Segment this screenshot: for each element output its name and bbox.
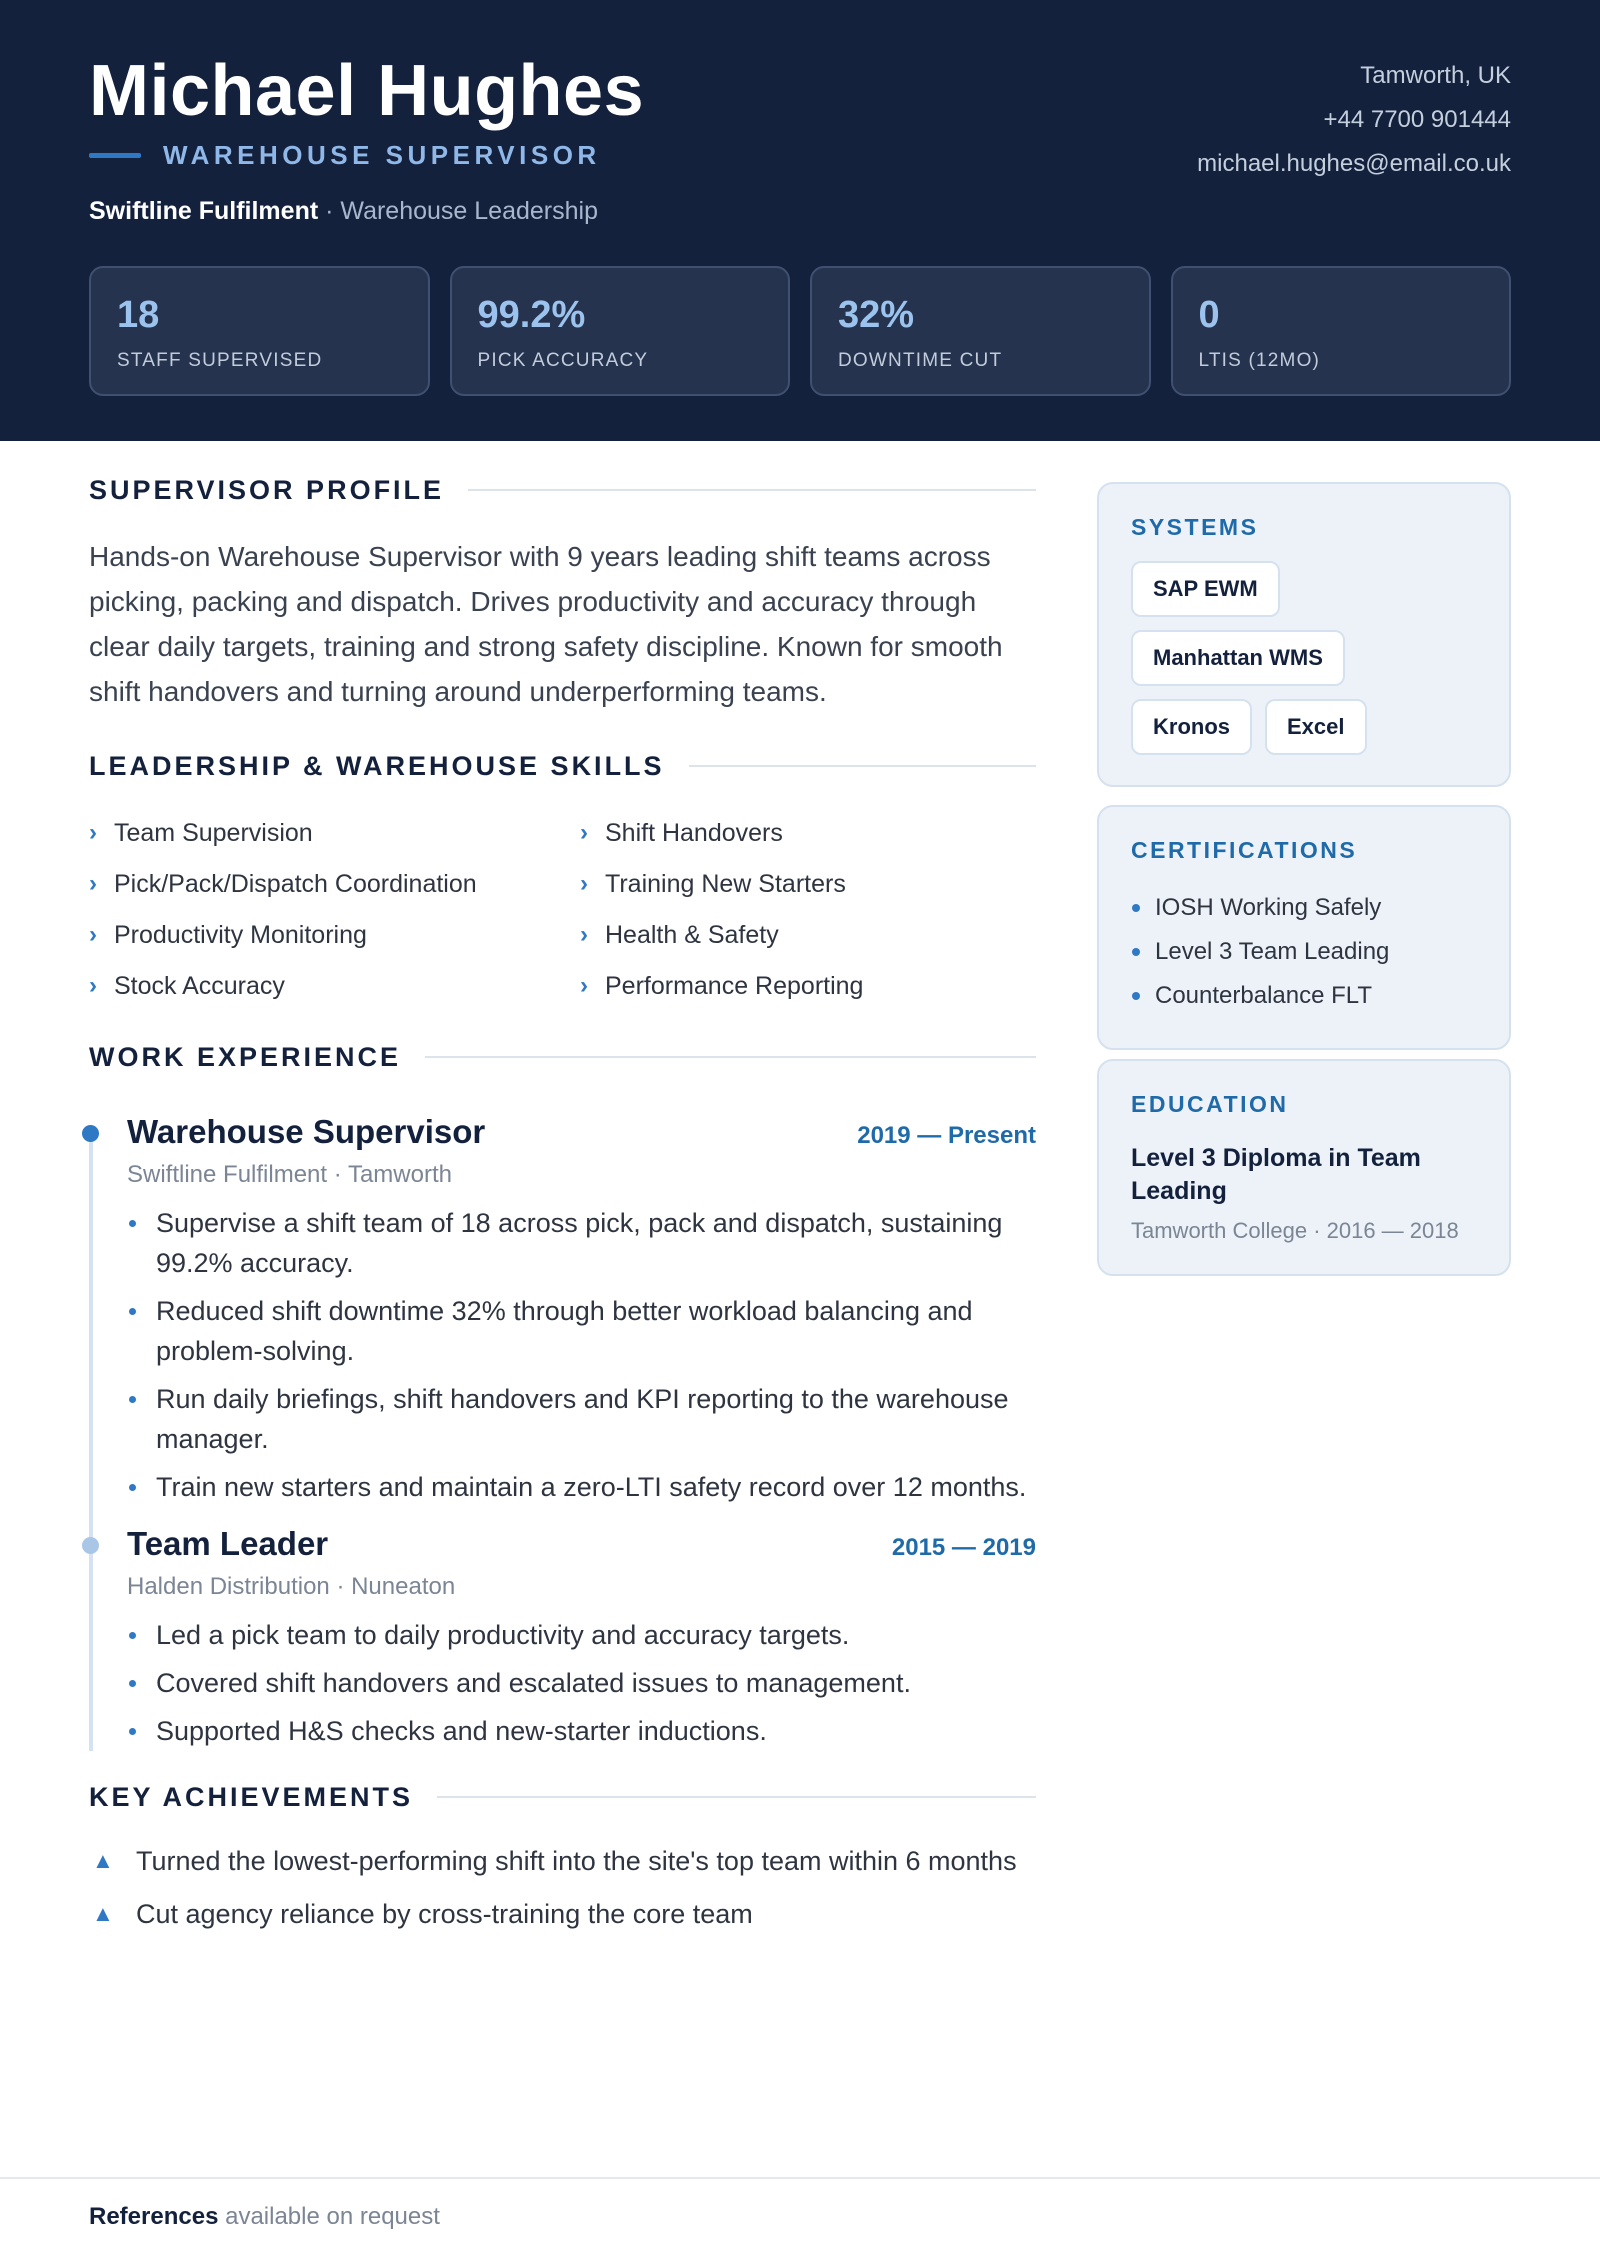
skill-item [580, 967, 1036, 1005]
job-bullet: Covered shift handovers and escalated issues to management. [127, 1663, 1036, 1703]
stat-value: 18 [117, 294, 160, 336]
systems-chips [1131, 561, 1477, 755]
skill-item [89, 967, 580, 1005]
skill-label: Stock Accuracy [114, 971, 285, 1000]
timeline-line [89, 1127, 93, 1751]
skill-label: Training New Starters [605, 869, 846, 898]
stat-value: 99.2% [477, 294, 586, 336]
stat-label: PICK ACCURACY [477, 350, 649, 371]
stat-label: LTIS (12MO) [1198, 350, 1321, 371]
job-bullet: Supported H&S checks and new-starter inductions. [127, 1711, 1036, 1751]
stat-label: DOWNTIME CUT [838, 350, 1003, 371]
stat-label: STAFF SUPERVISED [117, 350, 323, 371]
chevron-right-icon: › [580, 921, 588, 948]
section-divider [468, 489, 1036, 491]
job-bullet: Train new starters and maintain a zero-LTI safety record over 12 months. [127, 1467, 1036, 1507]
skill-item [89, 916, 580, 954]
section-title: KEY ACHIEVEMENTS [89, 1781, 414, 1812]
company-separator: · [325, 197, 334, 225]
systems-card [1097, 482, 1511, 787]
job-bullets [127, 1615, 1036, 1751]
timeline-dot [82, 1537, 99, 1554]
stat-value: 32% [838, 294, 915, 336]
main-column [89, 470, 1036, 1947]
job-organization: Swiftline Fulfilment · Tamworth [127, 1161, 452, 1188]
section-title: LEADERSHIP & WAREHOUSE SKILLS [89, 750, 665, 781]
chevron-right-icon: › [89, 921, 97, 948]
profile-section-header [89, 470, 1036, 510]
job-entry [127, 1525, 1036, 1751]
chevron-right-icon: › [89, 870, 97, 897]
achievement-text: Cut agency reliance by cross-training the core team [136, 1898, 753, 1929]
system-chip: Kronos [1131, 699, 1252, 755]
job-bullet: Supervise a shift team of 18 across pick, pack and dispatch, sustaining 99.2% accuracy. [127, 1203, 1036, 1283]
contact-block [1197, 54, 1511, 186]
footer-note [89, 2203, 440, 2231]
references-label: References [89, 2203, 219, 2230]
job-entry [127, 1113, 1036, 1507]
chevron-right-icon: › [580, 972, 588, 999]
system-chip: Manhattan WMS [1131, 630, 1345, 686]
certifications-list [1131, 886, 1477, 1018]
job-bullet: Run daily briefings, shift handovers and KPI reporting to the warehouse manager. [127, 1379, 1036, 1459]
job-organization: Halden Distribution · Nuneaton [127, 1573, 456, 1600]
experience-section-header [89, 1037, 1036, 1077]
certification-item: Level 3 Team Leading [1131, 930, 1477, 974]
achievement-text: Turned the lowest-performing shift into the site's top team within 6 months [136, 1845, 1017, 1876]
achievements-section-header [89, 1777, 1036, 1817]
section-title: WORK EXPERIENCE [89, 1041, 402, 1072]
skill-item [580, 814, 1036, 852]
contact-email[interactable]: michael.hughes@email.co.uk [1197, 150, 1511, 177]
skills-grid [89, 814, 1036, 1005]
achievement-item [89, 1841, 1036, 1881]
chevron-right-icon: › [580, 870, 588, 897]
system-chip: Excel [1265, 699, 1367, 755]
role-accent-bar [89, 153, 141, 158]
candidate-name: Michael Hughes [89, 51, 645, 131]
job-header [127, 1525, 1036, 1563]
certification-item: Counterbalance FLT [1131, 974, 1477, 1018]
section-divider [689, 765, 1036, 767]
skill-label: Pick/Pack/Dispatch Coordination [114, 869, 477, 898]
section-divider [425, 1056, 1036, 1058]
skill-label: Productivity Monitoring [114, 920, 367, 949]
profile-summary: Hands-on Warehouse Supervisor with 9 years leading shift teams across picking, packing and dispatch. Drives productivity and accuracy through clear daily targets, training and strong safety discipline. Known for smooth shift handovers and turning around underperforming teams. [89, 541, 1003, 707]
card-title: EDUCATION [1131, 1091, 1289, 1117]
footer-divider [0, 2177, 1600, 2179]
card-title: CERTIFICATIONS [1131, 837, 1358, 863]
job-bullets [127, 1203, 1036, 1507]
role-title: WAREHOUSE SUPERVISOR [163, 139, 601, 170]
chevron-right-icon: › [89, 972, 97, 999]
skill-item [580, 916, 1036, 954]
education-degree: Level 3 Diploma in Team Leading [1131, 1144, 1421, 1205]
education-card [1097, 1059, 1511, 1276]
company-line [89, 194, 598, 228]
job-header [127, 1113, 1036, 1151]
job-title: Team Leader [127, 1525, 329, 1562]
experience-timeline [89, 1113, 1036, 1751]
references-text: available on request [218, 2203, 440, 2230]
stat-card [450, 266, 791, 396]
card-title: SYSTEMS [1131, 514, 1259, 540]
chevron-right-icon: › [580, 819, 588, 846]
triangle-up-icon: ▲ [92, 1901, 114, 1926]
certifications-card [1097, 805, 1511, 1050]
stat-card [89, 266, 430, 396]
stats-row [89, 266, 1511, 396]
skill-label: Shift Handovers [605, 818, 783, 847]
certification-item: IOSH Working Safely [1131, 886, 1477, 930]
education-meta: Tamworth College · 2016 — 2018 [1131, 1218, 1459, 1243]
skills-section-header [89, 746, 1036, 786]
triangle-up-icon: ▲ [92, 1848, 114, 1873]
skill-item [89, 865, 580, 903]
achievement-item [89, 1894, 1036, 1934]
skill-item [580, 865, 1036, 903]
stat-card [1171, 266, 1512, 396]
job-bullet: Reduced shift downtime 32% through better workload balancing and problem-solving. [127, 1291, 1036, 1371]
section-title: SUPERVISOR PROFILE [89, 474, 445, 505]
system-chip: SAP EWM [1131, 561, 1280, 617]
skill-label: Performance Reporting [605, 971, 864, 1000]
skill-item [89, 814, 580, 852]
job-dates: 2019 — Present [857, 1122, 1036, 1149]
section-divider [437, 1796, 1036, 1798]
contact-location: Tamworth, UK [1360, 62, 1511, 89]
chevron-right-icon: › [89, 819, 97, 846]
job-bullet: Led a pick team to daily productivity and accuracy targets. [127, 1615, 1036, 1655]
job-title: Warehouse Supervisor [127, 1113, 486, 1150]
contact-phone[interactable]: +44 7700 901444 [1323, 106, 1511, 133]
job-dates: 2015 — 2019 [891, 1534, 1036, 1561]
timeline-dot [82, 1125, 99, 1142]
resume-header [0, 0, 1600, 441]
skill-label: Team Supervision [114, 818, 313, 847]
achievements-list [89, 1841, 1036, 1934]
skill-label: Health & Safety [605, 920, 779, 949]
current-company: Swiftline Fulfilment [89, 197, 319, 225]
stat-value: 0 [1198, 294, 1220, 336]
stat-card [810, 266, 1151, 396]
role-row [89, 138, 601, 172]
department: Warehouse Leadership [340, 197, 598, 225]
